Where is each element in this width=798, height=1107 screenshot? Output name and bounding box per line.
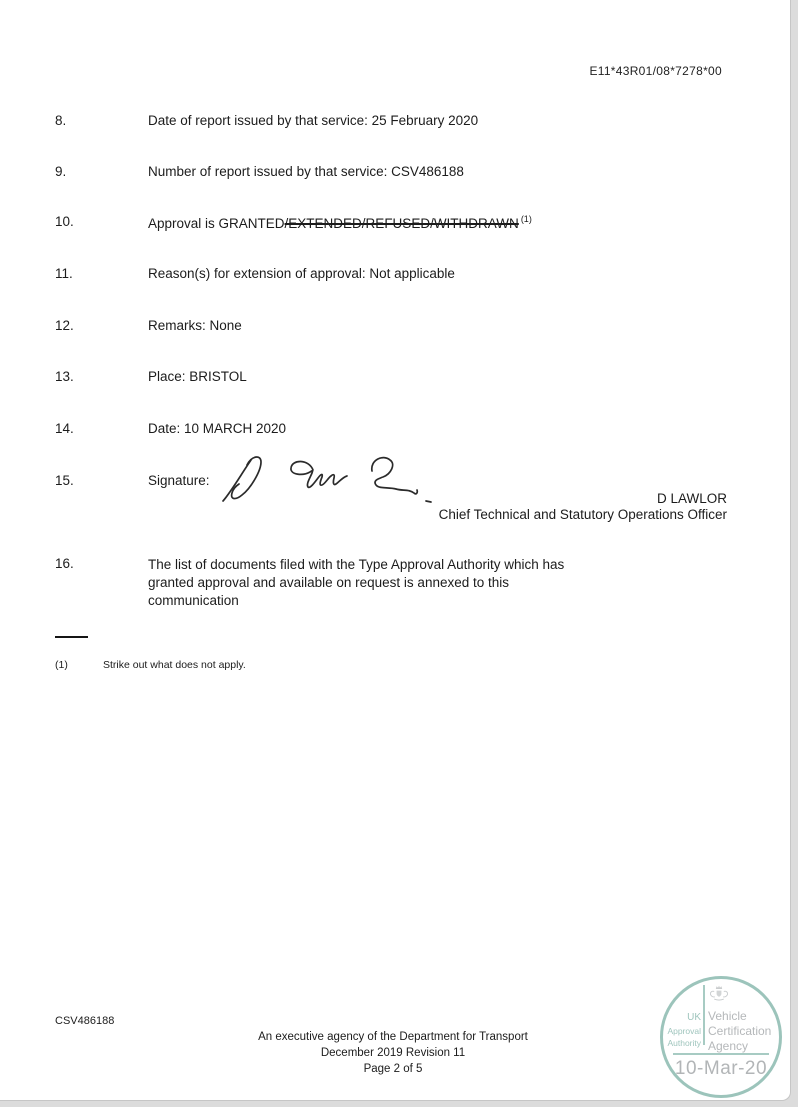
item-number: 9.	[55, 164, 67, 179]
signatory-title: Chief Technical and Statutory Operations Officer	[438, 506, 727, 522]
item-text: The list of documents filed with the Type Approval Authority which has granted approval and available on request is annexed to this communication	[148, 557, 565, 608]
footnote-separator	[55, 636, 88, 638]
item-number: 15.	[55, 473, 74, 488]
stamp-horizontal-divider	[673, 1053, 769, 1055]
approval-reference: E11*43R01/08*7278*00	[589, 64, 722, 78]
signatory-block	[439, 491, 727, 522]
stamp-agency-line: Vehicle	[708, 1009, 747, 1023]
stamp-uk-approval-authority	[663, 1012, 701, 1050]
stamp-agency-line: Certification	[708, 1024, 772, 1038]
item-number: 13.	[55, 369, 74, 384]
stamp-authority-line: Authority	[667, 1038, 701, 1048]
document-number: CSV486188	[55, 1015, 115, 1027]
item-text: Place: BRISTOL	[148, 369, 247, 384]
footer-revision-line: December 2019 Revision 11	[320, 1047, 466, 1059]
footer-agency-line: An executive agency of the Department for Transport	[258, 1031, 528, 1043]
footnote-reference: (1)	[520, 214, 532, 224]
item-number: 11.	[55, 266, 73, 281]
item-text: Reason(s) for extension of approval: Not applicable	[148, 266, 455, 281]
item-text: Date of report issued by that service: 25 February 2020	[148, 113, 479, 128]
item-number: 10.	[55, 214, 74, 229]
stamp-uk-label: UK	[687, 1012, 701, 1023]
footnote-marker: (1)	[55, 659, 68, 671]
item-text: Date: 10 MARCH 2020	[148, 421, 287, 436]
item-text	[148, 214, 532, 231]
item-number: 12.	[55, 318, 74, 333]
stamp-agency-line: Agency	[708, 1039, 749, 1053]
royal-crest-icon	[707, 982, 731, 1004]
footnote-text: Strike out what does not apply.	[103, 659, 246, 671]
approval-status-text: Approval is GRANTED	[148, 216, 285, 231]
handwritten-signature-image	[220, 449, 435, 507]
item-number: 16.	[55, 556, 74, 571]
item-text: Remarks: None	[148, 318, 242, 333]
stamp-authority-line: Approval	[667, 1025, 701, 1036]
item-number: 14.	[55, 421, 74, 436]
vca-approval-stamp	[660, 976, 782, 1098]
item-text: Number of report issued by that service: CSV486188	[148, 164, 464, 179]
struck-out-options: /EXTENDED/REFUSED/WITHDRAWN	[284, 216, 519, 231]
item-number: 8.	[55, 113, 67, 128]
signatory-name: D LAWLOR	[656, 491, 727, 506]
stamp-date: 10-Mar-20	[674, 1058, 768, 1079]
signature-label: Signature:	[148, 473, 210, 488]
footer-page-number: Page 2 of 5	[363, 1063, 423, 1075]
stamp-agency-name	[708, 1009, 771, 1054]
stamp-vertical-divider	[703, 985, 705, 1045]
